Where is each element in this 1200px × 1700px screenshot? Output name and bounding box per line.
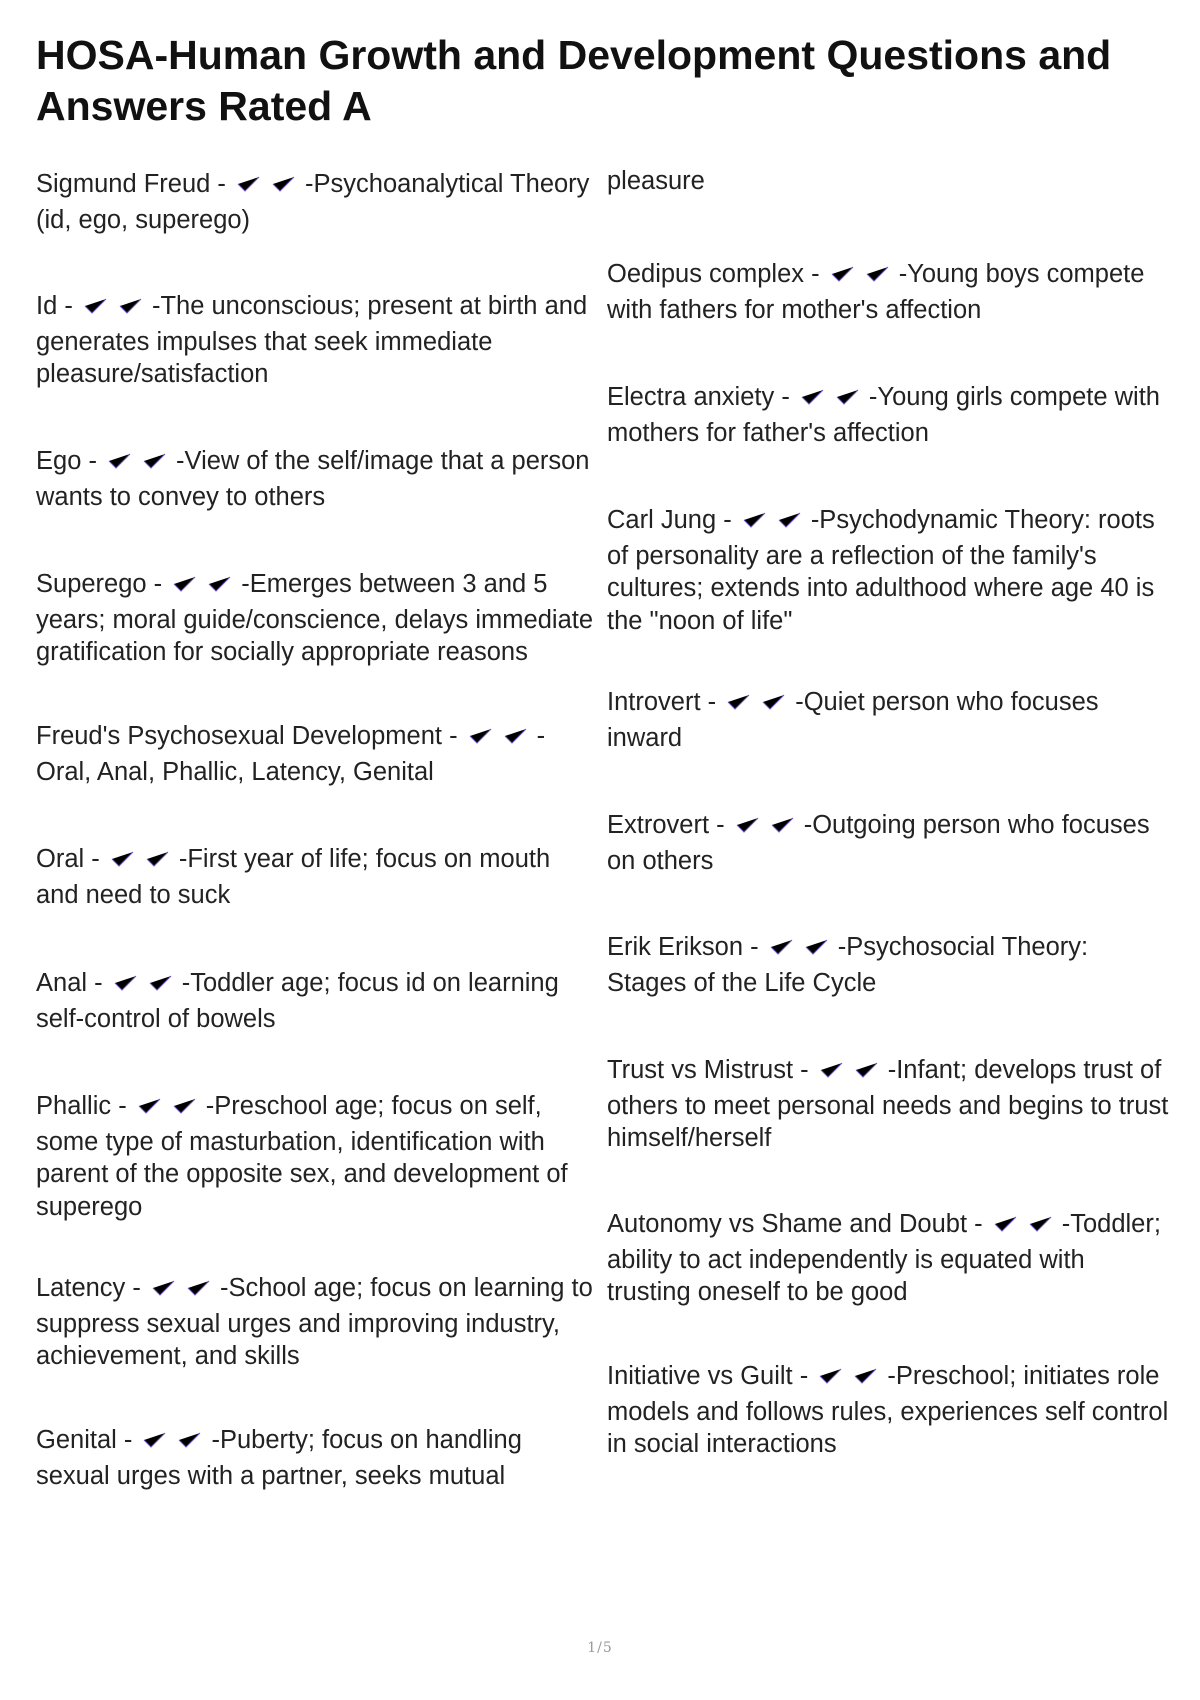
answer: -Puberty; focus on handling sexual urges with a partner, seeks mutual bbox=[36, 1426, 522, 1490]
double-checkmark-icon bbox=[767, 934, 837, 967]
qa-autonomy-vs-shame: Autonomy vs Shame and Doubt - -Toddler; ability to act independently is equated with trusting oneself to be good bbox=[607, 1210, 1161, 1306]
checkmark-icon bbox=[269, 173, 297, 195]
double-checkmark-icon bbox=[234, 171, 304, 204]
answer: -Preschool age; focus on self, some type of masturbation, identification with parent of the opposite sex, and development of superego bbox=[36, 1092, 568, 1221]
checkmark-icon bbox=[135, 1095, 163, 1117]
term: Electra anxiety bbox=[607, 383, 775, 411]
term: Id bbox=[36, 292, 58, 320]
double-checkmark-icon bbox=[724, 689, 794, 722]
checkmark-icon bbox=[466, 725, 494, 747]
checkmark-icon bbox=[1026, 1213, 1054, 1235]
checkmark-icon bbox=[149, 1277, 177, 1299]
checkmark-icon bbox=[852, 1059, 880, 1081]
double-checkmark-icon bbox=[798, 384, 868, 417]
answer: -Toddler age; focus id on learning self-control of bowels bbox=[36, 969, 559, 1033]
qa-superego: Superego - -Emerges between 3 and 5 years; moral guide/conscience, delays immediate gratification for socially appropriate reasons bbox=[36, 570, 594, 666]
term: Latency bbox=[36, 1274, 126, 1302]
checkmark-icon bbox=[170, 573, 198, 595]
qa-id: Id - -The unconscious; present at birth and generates impulses that seek immediate pleasure/satisfaction bbox=[36, 292, 588, 388]
checkmark-icon bbox=[991, 1213, 1019, 1235]
answer: -Oral, Anal, Phallic, Latency, Genital bbox=[36, 722, 546, 786]
page-number: 1/5 bbox=[587, 1640, 613, 1656]
answer: -The unconscious; present at birth and generates impulses that seek immediate pleasure/satisfaction bbox=[36, 292, 588, 388]
double-checkmark-icon bbox=[170, 571, 240, 604]
qa-erik-erikson: Erik Erikson - -Psychosocial Theory: Stages of the Life Cycle bbox=[607, 933, 1089, 997]
qa-initiative-vs-guilt: Initiative vs Guilt - -Preschool; initiates role models and follows rules, experiences self control in social interactions bbox=[607, 1362, 1169, 1458]
double-checkmark-icon bbox=[817, 1057, 887, 1090]
qa-extrovert: Extrovert - -Outgoing person who focuses on others bbox=[607, 811, 1150, 875]
checkmark-icon bbox=[733, 814, 761, 836]
checkmark-icon bbox=[140, 1429, 168, 1451]
checkmark-icon bbox=[724, 691, 752, 713]
checkmark-icon bbox=[759, 691, 787, 713]
checkmark-icon bbox=[146, 972, 174, 994]
term: Autonomy vs Shame and Doubt bbox=[607, 1210, 968, 1238]
answer: -School age; focus on learning to suppress sexual urges and improving industry, achievement, and skills bbox=[36, 1274, 593, 1370]
answer: -Psychoanalytical Theory (id, ego, superego) bbox=[36, 170, 590, 234]
checkmark-icon bbox=[175, 1429, 203, 1451]
qa-sigmund-freud: Sigmund Freud - -Psychoanalytical Theory (id, ego, superego) bbox=[36, 170, 590, 234]
qa-anal: Anal - -Toddler age; focus id on learning self-control of bowels bbox=[36, 969, 559, 1033]
answer: -Preschool; initiates role models and follows rules, experiences self control in social interactions bbox=[607, 1362, 1169, 1458]
checkmark-icon bbox=[170, 1095, 198, 1117]
qa-phallic: Phallic - -Preschool age; focus on self, some type of masturbation, identification with parent of the opposite sex, and development of superego bbox=[36, 1092, 568, 1221]
checkmark-icon bbox=[184, 1277, 212, 1299]
double-checkmark-icon bbox=[740, 507, 810, 540]
answer: -View of the self/image that a person wants to convey to others bbox=[36, 447, 590, 511]
term: Genital bbox=[36, 1426, 117, 1454]
qa-continued-text bbox=[607, 165, 1172, 198]
double-checkmark-icon bbox=[466, 723, 536, 756]
answer: -Psychodynamic Theory: roots of personality are a reflection of the family's cultures; extends into adulthood where age 40 is the "noon of life" bbox=[607, 506, 1155, 635]
qa-electra-anxiety: Electra anxiety - -Young girls compete with mothers for father's affection bbox=[607, 383, 1160, 447]
term: Superego bbox=[36, 570, 147, 598]
qa-genital: Genital - -Puberty; focus on handling sexual urges with a partner, seeks mutual bbox=[36, 1426, 522, 1490]
checkmark-icon bbox=[501, 725, 529, 747]
checkmark-icon bbox=[798, 386, 826, 408]
answer: -Outgoing person who focuses on others bbox=[607, 811, 1150, 875]
double-checkmark-icon bbox=[111, 970, 181, 1003]
answer: -Young boys compete with fathers for mother's affection bbox=[607, 260, 1145, 324]
double-checkmark-icon bbox=[828, 261, 898, 294]
term: Carl Jung bbox=[607, 506, 717, 534]
term: Sigmund Freud bbox=[36, 170, 211, 198]
answer: -First year of life; focus on mouth and need to suck bbox=[36, 845, 551, 909]
qa-psychosexual-development: Freud's Psychosexual Development - -Oral, Anal, Phallic, Latency, Genital bbox=[36, 722, 546, 786]
checkmark-icon bbox=[234, 173, 262, 195]
answer: -Young girls compete with mothers for father's affection bbox=[607, 383, 1160, 447]
document-title: HOSA-Human Growth and Development Questions and Answers Rated A bbox=[36, 32, 1112, 129]
checkmark-icon bbox=[740, 509, 768, 531]
checkmark-icon bbox=[140, 450, 168, 472]
double-checkmark-icon bbox=[140, 1427, 210, 1460]
answer: pleasure bbox=[607, 167, 705, 195]
answer: -Infant; develops trust of others to meet personal needs and begins to trust himself/herself bbox=[607, 1056, 1169, 1152]
checkmark-icon bbox=[143, 848, 171, 870]
checkmark-icon bbox=[802, 936, 830, 958]
term: Oedipus complex bbox=[607, 260, 805, 288]
term: Freud's Psychosexual Development bbox=[36, 722, 442, 750]
answer: -Emerges between 3 and 5 years; moral guide/conscience, delays immediate gratification for socially appropriate reasons bbox=[36, 570, 594, 666]
double-checkmark-icon bbox=[991, 1211, 1061, 1244]
term: Phallic bbox=[36, 1092, 112, 1120]
double-checkmark-icon bbox=[816, 1363, 886, 1396]
term: Initiative vs Guilt bbox=[607, 1362, 793, 1390]
checkmark-icon bbox=[81, 295, 109, 317]
double-checkmark-icon bbox=[149, 1275, 219, 1308]
qa-carl-jung: Carl Jung - -Psychodynamic Theory: roots of personality are a reflection of the family's cultures; extends into adulthood where age 40 is the "noon of life" bbox=[607, 506, 1155, 635]
checkmark-icon bbox=[111, 972, 139, 994]
checkmark-icon bbox=[828, 263, 856, 285]
checkmark-icon bbox=[768, 814, 796, 836]
qa-oedipus-complex: Oedipus complex - -Young boys compete with fathers for mother's affection bbox=[607, 260, 1145, 324]
term: Oral bbox=[36, 845, 85, 873]
checkmark-icon bbox=[863, 263, 891, 285]
qa-ego: Ego - -View of the self/image that a person wants to convey to others bbox=[36, 447, 590, 511]
checkmark-icon bbox=[767, 936, 795, 958]
term: Trust vs Mistrust bbox=[607, 1056, 794, 1084]
qa-trust-vs-mistrust: Trust vs Mistrust - -Infant; develops trust of others to meet personal needs and begins to trust himself/herself bbox=[607, 1056, 1169, 1152]
double-checkmark-icon bbox=[105, 448, 175, 481]
checkmark-icon bbox=[116, 295, 144, 317]
answer: -Quiet person who focuses inward bbox=[607, 688, 1099, 752]
checkmark-icon bbox=[851, 1365, 879, 1387]
term: Anal bbox=[36, 969, 88, 997]
double-checkmark-icon bbox=[135, 1093, 205, 1126]
term: Extrovert bbox=[607, 811, 710, 839]
term: Erik Erikson bbox=[607, 933, 744, 961]
qa-latency: Latency - -School age; focus on learning to suppress sexual urges and improving industry, achievement, and skills bbox=[36, 1274, 593, 1370]
checkmark-icon bbox=[205, 573, 233, 595]
qa-introvert: Introvert - -Quiet person who focuses inward bbox=[607, 688, 1099, 752]
term: Ego bbox=[36, 447, 82, 475]
checkmark-icon bbox=[108, 848, 136, 870]
double-checkmark-icon bbox=[81, 293, 151, 326]
answer: -Psychosocial Theory: Stages of the Life Cycle bbox=[607, 933, 1089, 997]
checkmark-icon bbox=[105, 450, 133, 472]
checkmark-icon bbox=[816, 1365, 844, 1387]
checkmark-icon bbox=[833, 386, 861, 408]
qa-oral: Oral - -First year of life; focus on mouth and need to suck bbox=[36, 845, 551, 909]
checkmark-icon bbox=[817, 1059, 845, 1081]
term: Introvert bbox=[607, 688, 701, 716]
answer: -Toddler; ability to act independently is equated with trusting oneself to be good bbox=[607, 1210, 1161, 1306]
checkmark-icon bbox=[775, 509, 803, 531]
double-checkmark-icon bbox=[108, 846, 178, 879]
double-checkmark-icon bbox=[733, 812, 803, 845]
